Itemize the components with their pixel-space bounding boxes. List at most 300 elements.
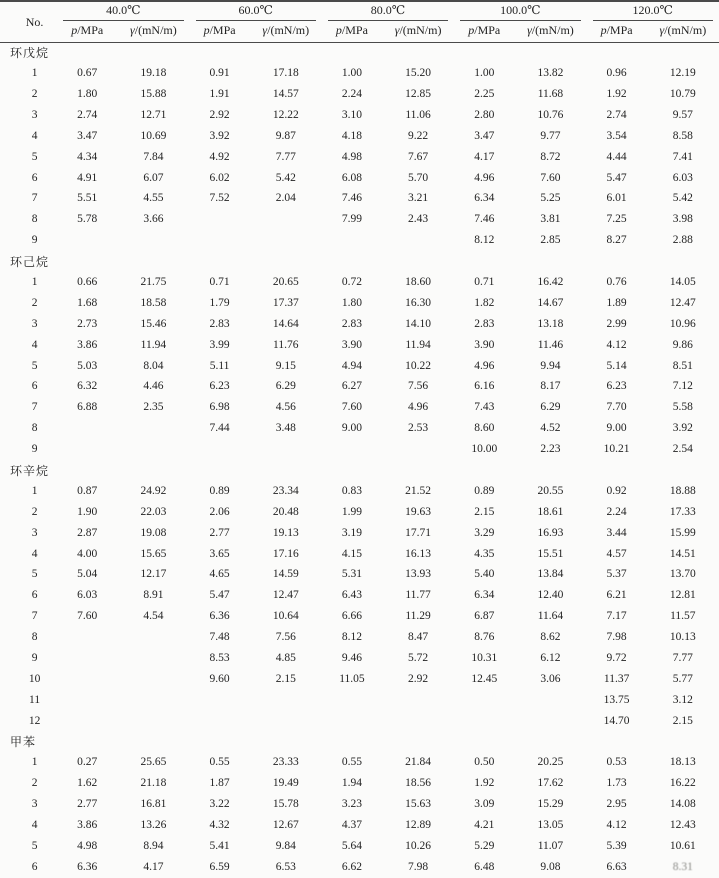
pressure-unit: /MPa	[342, 23, 368, 37]
cell-gamma: 5.58	[647, 398, 719, 419]
cell-pressure	[57, 711, 117, 732]
cell-pressure: 3.47	[454, 126, 514, 147]
row-number: 2	[0, 502, 57, 523]
cell-gamma: 14.51	[647, 544, 719, 565]
row-number: 3	[0, 523, 57, 544]
cell-gamma: 17.62	[514, 774, 586, 795]
cell-gamma: 5.77	[647, 669, 719, 690]
cell-gamma: 9.15	[250, 356, 322, 377]
cell-pressure: 6.62	[322, 857, 382, 878]
row-number: 4	[0, 544, 57, 565]
temp-underline	[328, 4, 448, 21]
cell-gamma	[117, 669, 189, 690]
cell-gamma: 13.84	[514, 565, 586, 586]
cell-gamma: 12.40	[514, 586, 586, 607]
temp-label: 80.0℃	[371, 3, 405, 17]
temp-underline	[593, 4, 713, 21]
cell-gamma: 10.13	[647, 627, 719, 648]
cell-pressure: 11.05	[322, 669, 382, 690]
group-label-row	[0, 43, 719, 64]
temp-underline	[460, 4, 580, 21]
cell-gamma: 25.65	[117, 753, 189, 774]
table-row	[0, 648, 719, 669]
cell-gamma: 10.76	[514, 105, 586, 126]
no-header: No.	[0, 1, 57, 43]
table-row	[0, 210, 719, 231]
cell-gamma	[250, 231, 322, 252]
cell-gamma: 2.35	[117, 398, 189, 419]
row-number: 10	[0, 669, 57, 690]
cell-pressure: 1.92	[454, 774, 514, 795]
cell-gamma: 8.17	[514, 377, 586, 398]
cell-gamma: 17.37	[250, 293, 322, 314]
cell-pressure: 4.21	[454, 815, 514, 836]
gamma-unit: /(mN/m)	[267, 23, 309, 37]
cell-pressure: 3.54	[587, 126, 647, 147]
subheader-gamma	[514, 21, 586, 43]
cell-gamma	[117, 231, 189, 252]
table-row	[0, 105, 719, 126]
temp-header	[454, 1, 586, 21]
header-temp-row	[0, 1, 719, 21]
table-row	[0, 795, 719, 816]
table-row	[0, 168, 719, 189]
temp-label: 40.0℃	[106, 3, 140, 17]
cell-gamma: 10.79	[647, 84, 719, 105]
table-row	[0, 690, 719, 711]
table-row	[0, 398, 719, 419]
cell-pressure: 0.89	[454, 481, 514, 502]
cell-gamma: 12.17	[117, 565, 189, 586]
table-row	[0, 711, 719, 732]
cell-pressure: 6.27	[322, 377, 382, 398]
temp-underline	[196, 4, 316, 21]
row-number: 7	[0, 189, 57, 210]
table-row	[0, 753, 719, 774]
cell-pressure	[57, 669, 117, 690]
cell-pressure: 1.00	[454, 63, 514, 84]
cell-pressure	[190, 210, 250, 231]
pressure-unit: /MPa	[474, 23, 500, 37]
cell-gamma: 9.94	[514, 356, 586, 377]
cell-pressure: 5.47	[587, 168, 647, 189]
cell-pressure: 4.96	[454, 356, 514, 377]
cell-pressure: 3.19	[322, 523, 382, 544]
pressure-symbol: p	[204, 23, 210, 37]
cell-pressure	[190, 711, 250, 732]
cell-pressure: 4.35	[454, 544, 514, 565]
cell-pressure: 0.55	[190, 753, 250, 774]
cell-gamma: 12.71	[117, 105, 189, 126]
subheader-gamma	[250, 21, 322, 43]
cell-pressure: 10.21	[587, 439, 647, 460]
cell-pressure: 4.98	[322, 147, 382, 168]
cell-gamma: 19.63	[382, 502, 454, 523]
cell-pressure: 8.12	[322, 627, 382, 648]
table-row	[0, 63, 719, 84]
cell-gamma: 2.88	[647, 231, 719, 252]
cell-gamma: 2.15	[647, 711, 719, 732]
cell-gamma: 7.56	[250, 627, 322, 648]
cell-gamma: 8.72	[514, 147, 586, 168]
cell-gamma: 3.21	[382, 189, 454, 210]
group-label: 环辛烷	[0, 460, 719, 481]
pressure-unit: /MPa	[210, 23, 236, 37]
row-number: 4	[0, 815, 57, 836]
cell-pressure: 2.74	[587, 105, 647, 126]
cell-pressure	[322, 439, 382, 460]
cell-pressure: 7.99	[322, 210, 382, 231]
cell-pressure: 12.45	[454, 669, 514, 690]
cell-pressure: 3.99	[190, 335, 250, 356]
cell-pressure: 1.00	[322, 63, 382, 84]
gamma-unit: /(mN/m)	[532, 23, 574, 37]
cell-pressure: 0.55	[322, 753, 382, 774]
cell-gamma: 3.98	[647, 210, 719, 231]
cell-pressure: 1.68	[57, 293, 117, 314]
cell-pressure: 5.39	[587, 836, 647, 857]
cell-gamma: 11.06	[382, 105, 454, 126]
cell-pressure	[57, 419, 117, 440]
cell-gamma: 9.22	[382, 126, 454, 147]
row-number: 8	[0, 210, 57, 231]
cell-pressure: 4.18	[322, 126, 382, 147]
group-label-row	[0, 460, 719, 481]
cell-pressure: 4.00	[57, 544, 117, 565]
cell-gamma: 4.54	[117, 607, 189, 628]
row-number: 5	[0, 836, 57, 857]
group-label: 甲苯	[0, 732, 719, 753]
cell-pressure: 2.83	[454, 314, 514, 335]
cell-pressure: 1.80	[57, 84, 117, 105]
row-number: 1	[0, 753, 57, 774]
gamma-symbol: γ	[659, 23, 664, 37]
cell-pressure: 4.12	[587, 815, 647, 836]
cell-gamma: 7.41	[647, 147, 719, 168]
cell-gamma	[250, 210, 322, 231]
cell-gamma: 9.87	[250, 126, 322, 147]
cell-pressure: 6.34	[454, 189, 514, 210]
cell-pressure: 6.66	[322, 607, 382, 628]
subheader-pressure	[587, 21, 647, 43]
cell-pressure: 0.27	[57, 753, 117, 774]
cell-gamma: 12.67	[250, 815, 322, 836]
pressure-unit: /MPa	[77, 23, 103, 37]
cell-gamma: 7.98	[382, 857, 454, 878]
cell-pressure: 3.90	[322, 335, 382, 356]
cell-pressure: 7.98	[587, 627, 647, 648]
temp-header	[190, 1, 322, 21]
cell-pressure: 0.83	[322, 481, 382, 502]
cell-gamma: 14.67	[514, 293, 586, 314]
cell-pressure: 2.06	[190, 502, 250, 523]
cell-gamma: 12.43	[647, 815, 719, 836]
cell-gamma: 11.76	[250, 335, 322, 356]
cell-gamma: 16.42	[514, 272, 586, 293]
cell-pressure: 5.78	[57, 210, 117, 231]
cell-gamma: 16.22	[647, 774, 719, 795]
cell-gamma: 4.85	[250, 648, 322, 669]
row-number: 1	[0, 63, 57, 84]
cell-pressure: 2.73	[57, 314, 117, 335]
cell-pressure: 3.22	[190, 795, 250, 816]
cell-gamma: 7.77	[647, 648, 719, 669]
table-row	[0, 565, 719, 586]
cell-gamma: 3.48	[250, 419, 322, 440]
cell-gamma: 14.08	[647, 795, 719, 816]
table-row	[0, 189, 719, 210]
row-number: 5	[0, 356, 57, 377]
cell-gamma: 14.05	[647, 272, 719, 293]
subheader-pressure	[322, 21, 382, 43]
cell-pressure: 7.17	[587, 607, 647, 628]
cell-pressure: 1.89	[587, 293, 647, 314]
cell-pressure: 6.01	[587, 189, 647, 210]
cell-pressure: 3.86	[57, 335, 117, 356]
cell-pressure: 11.37	[587, 669, 647, 690]
cell-pressure: 9.46	[322, 648, 382, 669]
cell-pressure: 1.87	[190, 774, 250, 795]
cell-gamma: 15.46	[117, 314, 189, 335]
cell-pressure: 0.91	[190, 63, 250, 84]
gamma-symbol: γ	[395, 23, 400, 37]
pressure-unit: /MPa	[607, 23, 633, 37]
cell-pressure: 1.73	[587, 774, 647, 795]
row-number: 5	[0, 565, 57, 586]
cell-gamma: 10.64	[250, 607, 322, 628]
cell-gamma: 11.64	[514, 607, 586, 628]
cell-pressure: 5.40	[454, 565, 514, 586]
cell-gamma: 9.08	[514, 857, 586, 878]
cell-gamma: 3.06	[514, 669, 586, 690]
cell-pressure: 5.37	[587, 565, 647, 586]
table-row	[0, 815, 719, 836]
cell-pressure	[57, 231, 117, 252]
row-number: 4	[0, 335, 57, 356]
cell-pressure	[57, 690, 117, 711]
cell-pressure	[57, 648, 117, 669]
cell-pressure: 2.83	[322, 314, 382, 335]
cell-gamma	[117, 711, 189, 732]
cell-gamma: 18.58	[117, 293, 189, 314]
row-number: 9	[0, 648, 57, 669]
cell-gamma: 18.56	[382, 774, 454, 795]
cell-gamma: 4.17	[117, 857, 189, 878]
table-body	[0, 43, 719, 878]
row-number: 1	[0, 272, 57, 293]
cell-pressure: 4.15	[322, 544, 382, 565]
cell-gamma: 23.33	[250, 753, 322, 774]
cell-gamma: 18.88	[647, 481, 719, 502]
cell-gamma: 11.94	[382, 335, 454, 356]
cell-pressure: 4.98	[57, 836, 117, 857]
cell-pressure: 13.75	[587, 690, 647, 711]
cell-pressure: 6.08	[322, 168, 382, 189]
cell-pressure: 6.23	[190, 377, 250, 398]
cell-gamma: 24.92	[117, 481, 189, 502]
cell-gamma: 7.60	[514, 168, 586, 189]
subheader-pressure	[454, 21, 514, 43]
row-number: 2	[0, 84, 57, 105]
table-row	[0, 231, 719, 252]
cell-gamma: 2.04	[250, 189, 322, 210]
cell-gamma: 12.19	[647, 63, 719, 84]
cell-gamma: 14.59	[250, 565, 322, 586]
row-number: 8	[0, 627, 57, 648]
pressure-symbol: p	[71, 23, 77, 37]
cell-pressure: 3.86	[57, 815, 117, 836]
temp-label: 120.0℃	[633, 3, 673, 17]
row-number: 9	[0, 231, 57, 252]
cell-gamma: 7.67	[382, 147, 454, 168]
cell-gamma: 18.60	[382, 272, 454, 293]
cell-gamma: 4.55	[117, 189, 189, 210]
cell-gamma	[382, 439, 454, 460]
temp-underline	[63, 4, 183, 21]
cell-pressure	[57, 439, 117, 460]
gamma-symbol: γ	[262, 23, 267, 37]
cell-pressure: 9.00	[587, 419, 647, 440]
gamma-unit: /(mN/m)	[135, 23, 177, 37]
row-number: 3	[0, 795, 57, 816]
cell-pressure: 0.76	[587, 272, 647, 293]
cell-gamma: 16.93	[514, 523, 586, 544]
cell-pressure: 2.95	[587, 795, 647, 816]
cell-pressure: 6.48	[454, 857, 514, 878]
cell-pressure	[57, 627, 117, 648]
row-number: 3	[0, 314, 57, 335]
table-row	[0, 836, 719, 857]
cell-pressure: 5.04	[57, 565, 117, 586]
table-row	[0, 293, 719, 314]
cell-gamma: 13.18	[514, 314, 586, 335]
cell-pressure: 1.92	[587, 84, 647, 105]
cell-pressure: 9.60	[190, 669, 250, 690]
row-number: 2	[0, 293, 57, 314]
cell-gamma: 15.63	[382, 795, 454, 816]
table-row	[0, 669, 719, 690]
cell-pressure: 8.60	[454, 419, 514, 440]
cell-gamma: 18.61	[514, 502, 586, 523]
cell-pressure: 1.90	[57, 502, 117, 523]
cell-gamma	[514, 711, 586, 732]
cell-gamma: 6.12	[514, 648, 586, 669]
cell-pressure: 8.53	[190, 648, 250, 669]
cell-pressure: 3.65	[190, 544, 250, 565]
cell-gamma: 8.91	[117, 586, 189, 607]
pressure-symbol: p	[601, 23, 607, 37]
cell-pressure: 3.10	[322, 105, 382, 126]
row-number: 12	[0, 711, 57, 732]
group-label: 环己烷	[0, 251, 719, 272]
cell-gamma: 3.66	[117, 210, 189, 231]
cell-gamma: 2.15	[250, 669, 322, 690]
cell-pressure: 6.03	[57, 586, 117, 607]
cell-pressure: 2.92	[190, 105, 250, 126]
cell-pressure: 10.31	[454, 648, 514, 669]
cell-gamma: 6.53	[250, 857, 322, 878]
cell-pressure: 7.43	[454, 398, 514, 419]
cell-pressure: 6.36	[57, 857, 117, 878]
cell-gamma: 19.18	[117, 63, 189, 84]
group-label-row	[0, 732, 719, 753]
cell-gamma: 19.08	[117, 523, 189, 544]
cell-pressure: 0.71	[454, 272, 514, 293]
temp-label: 60.0℃	[238, 3, 272, 17]
table-row	[0, 607, 719, 628]
cell-gamma: 14.64	[250, 314, 322, 335]
cell-pressure: 2.77	[57, 795, 117, 816]
row-number: 2	[0, 774, 57, 795]
cell-pressure: 3.29	[454, 523, 514, 544]
gamma-unit: /(mN/m)	[399, 23, 441, 37]
table-row	[0, 147, 719, 168]
cell-pressure: 5.41	[190, 836, 250, 857]
cell-pressure: 6.34	[454, 586, 514, 607]
cell-pressure: 4.34	[57, 147, 117, 168]
cell-pressure: 5.11	[190, 356, 250, 377]
cell-pressure: 2.74	[57, 105, 117, 126]
row-number: 6	[0, 857, 57, 878]
cell-gamma: 8.94	[117, 836, 189, 857]
table-row	[0, 586, 719, 607]
table-row	[0, 377, 719, 398]
cell-gamma: 14.57	[250, 84, 322, 105]
cell-pressure: 5.31	[322, 565, 382, 586]
table-row	[0, 335, 719, 356]
cell-pressure: 5.14	[587, 356, 647, 377]
cell-pressure: 4.65	[190, 565, 250, 586]
cell-gamma: 5.72	[382, 648, 454, 669]
cell-pressure	[454, 711, 514, 732]
cell-gamma: 20.25	[514, 753, 586, 774]
cell-gamma: 11.68	[514, 84, 586, 105]
row-number: 5	[0, 147, 57, 168]
cell-pressure: 7.25	[587, 210, 647, 231]
cell-gamma: 17.16	[250, 544, 322, 565]
cell-gamma: 8.62	[514, 627, 586, 648]
temp-header	[57, 1, 189, 21]
cell-pressure: 4.12	[587, 335, 647, 356]
cell-pressure: 7.46	[322, 189, 382, 210]
cell-gamma: 5.42	[250, 168, 322, 189]
cell-gamma: 13.26	[117, 815, 189, 836]
cell-gamma: 8.04	[117, 356, 189, 377]
cell-gamma: 4.56	[250, 398, 322, 419]
cell-gamma: 13.93	[382, 565, 454, 586]
table-row	[0, 126, 719, 147]
cell-gamma: 12.89	[382, 815, 454, 836]
cell-pressure: 8.12	[454, 231, 514, 252]
cell-pressure: 3.23	[322, 795, 382, 816]
cell-gamma: 12.81	[647, 586, 719, 607]
cell-gamma	[117, 419, 189, 440]
table-row	[0, 857, 719, 878]
cell-gamma: 21.75	[117, 272, 189, 293]
cell-pressure: 0.53	[587, 753, 647, 774]
cell-gamma: 5.70	[382, 168, 454, 189]
cell-pressure: 5.64	[322, 836, 382, 857]
cell-gamma: 20.65	[250, 272, 322, 293]
cell-gamma	[117, 439, 189, 460]
cell-gamma: 11.29	[382, 607, 454, 628]
cell-gamma: 3.12	[647, 690, 719, 711]
subheader-pressure	[190, 21, 250, 43]
cell-gamma: 16.81	[117, 795, 189, 816]
cell-pressure: 2.80	[454, 105, 514, 126]
cell-pressure: 6.21	[587, 586, 647, 607]
cell-gamma: 18.13	[647, 753, 719, 774]
